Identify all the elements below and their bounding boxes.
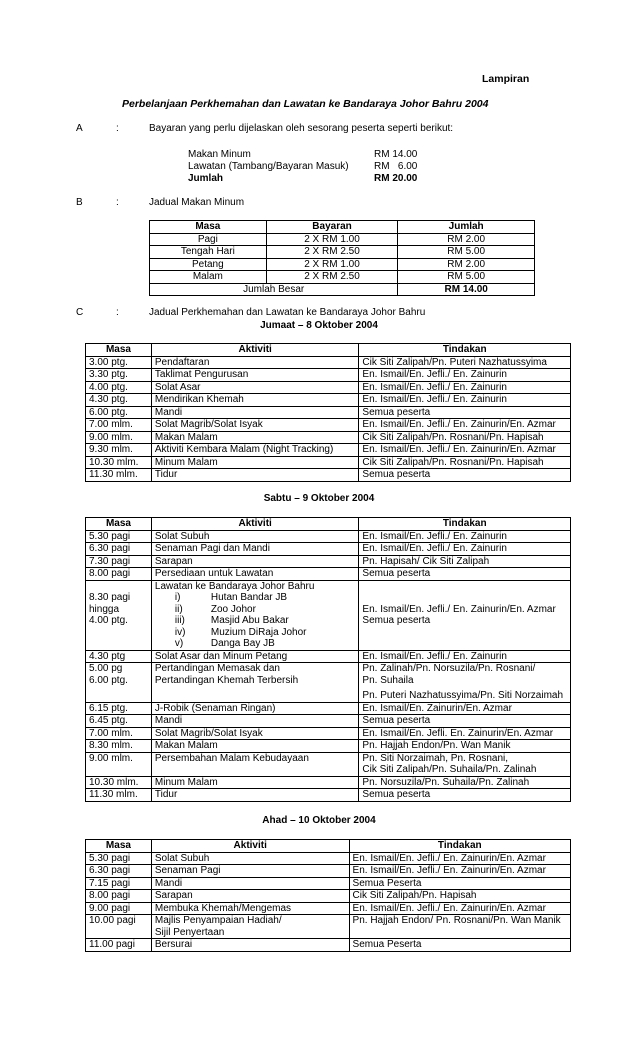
table-cell: En. Ismail/En. Jefli./ En. Zainurin/En. Azmar	[349, 902, 570, 915]
visit-place	[155, 638, 356, 650]
table-cell: Solat Magrib/Solat Isyak	[151, 419, 359, 432]
table-cell: 10.30 mlm.	[86, 456, 152, 469]
table-cell: Senaman Pagi dan Mandi	[151, 543, 359, 556]
visit-place-num: iv)	[174, 626, 186, 638]
table-cell: Tidur	[151, 789, 359, 802]
table-cell: Membuka Khemah/Mengemas	[151, 902, 349, 915]
table-cell: RM 5.00	[398, 246, 535, 259]
table-cell: 5.30 pagi	[86, 530, 152, 543]
table-row	[86, 394, 571, 407]
table-row	[86, 419, 571, 432]
table-cell: Taklimat Pengurusan	[151, 369, 359, 382]
table-cell: Semua peserta	[359, 406, 571, 419]
section-c-letter: C	[76, 307, 84, 318]
table-cell: 9.00 mlm.	[86, 752, 152, 776]
header-cell: Bayaran	[266, 221, 398, 234]
table-row-ceremony	[86, 915, 571, 939]
section-c-colon: :	[116, 307, 119, 318]
table-row	[150, 233, 535, 246]
competition-action: Pn. Zalinah/Pn. Norsuzila/Pn. Rosnani/	[362, 663, 536, 674]
table-cell: 11.00 pagi	[86, 939, 152, 952]
table-cell: Semua peserta	[359, 568, 571, 581]
header-cell: Masa	[86, 518, 152, 531]
table-cell: Aktiviti Kembara Malam (Night Tracking)	[151, 444, 359, 457]
table-cell: Minum Malam	[151, 776, 359, 789]
table-row-visit	[86, 580, 571, 650]
visit-action: En. Ismail/En. Jefli./ En. Zainurin/En. Azmar	[362, 603, 556, 615]
table-cell: Makan Malam	[151, 431, 359, 444]
table-cell: 6.45 ptg.	[86, 715, 152, 728]
table-cell: Solat Subuh	[151, 530, 359, 543]
table-cell	[359, 580, 571, 650]
table-cell: Solat Magrib/Solat Isyak	[151, 727, 359, 740]
table-cell: Makan Malam	[151, 740, 359, 753]
visit-place	[155, 615, 356, 627]
table-cell: 2 X RM 2.50	[266, 246, 398, 259]
header-cell: Tindakan	[349, 840, 570, 853]
table-cell: Cik Siti Zalipah/Pn. Hapisah	[349, 890, 570, 903]
table-cell: 7.30 pagi	[86, 555, 152, 568]
table-total-row	[150, 283, 535, 296]
culture-action: Pn. Siti Norzaimah, Pn. Rosnani,	[362, 752, 509, 764]
header-cell: Tindakan	[359, 344, 571, 357]
table-cell: Solat Asar dan Minum Petang	[151, 650, 359, 663]
table-cell: Persembahan Malam Kebudayaan	[151, 752, 359, 776]
day3-schedule-table	[85, 839, 571, 952]
table-cell: Mandi	[151, 877, 349, 890]
table-row	[86, 469, 571, 482]
table-cell: Pn. Hapisah/ Cik Siti Zalipah	[359, 555, 571, 568]
competition-activity: Pertandingan Khemah Terbersih	[154, 674, 299, 686]
table-row	[86, 381, 571, 394]
visit-place-num: v)	[174, 638, 184, 649]
table-cell: Persediaan untuk Lawatan	[151, 568, 359, 581]
visit-place-name: Masjid Abu Bakar	[210, 615, 289, 626]
table-cell: Sarapan	[151, 555, 359, 568]
visit-time: hingga	[89, 603, 120, 615]
meal-table	[149, 220, 535, 296]
table-cell: Mendirikan Khemah	[151, 394, 359, 407]
table-cell: 2 X RM 2.50	[266, 271, 398, 284]
table-header-row	[86, 840, 571, 853]
table-cell: Pendaftaran	[151, 356, 359, 369]
table-cell: En. Ismail/En. Jefli./ En. Zainurin/En. Azmar	[349, 865, 570, 878]
header-cell: Aktiviti	[151, 344, 359, 357]
payment-label: Makan Minum	[188, 149, 251, 160]
table-row	[86, 902, 571, 915]
table-cell: 9.00 pagi	[86, 902, 152, 915]
table-row	[86, 650, 571, 663]
table-cell: 3.30 ptg.	[86, 369, 152, 382]
competition-action: Pn. Suhaila	[362, 674, 414, 686]
table-row	[150, 258, 535, 271]
table-cell: En. Ismail/En. Jefli./ En. Zainurin/En. Azmar	[359, 444, 571, 457]
ceremony-activity: Sijil Penyertaan	[154, 926, 225, 938]
table-cell: J-Robik (Senaman Ringan)	[151, 702, 359, 715]
table-cell: 11.30 mlm.	[86, 469, 152, 482]
table-row	[86, 865, 571, 878]
table-cell: RM 2.00	[398, 233, 535, 246]
table-cell: Solat Subuh	[151, 852, 349, 865]
table-cell	[151, 915, 349, 939]
day1-title: Jumaat – 8 Oktober 2004	[260, 320, 378, 331]
table-row	[86, 877, 571, 890]
section-c-text: Jadual Perkhemahan dan Lawatan ke Bandaraya Johor Bahru	[149, 307, 426, 318]
table-cell: RM 2.00	[398, 258, 535, 271]
table-cell: 9.30 mlm.	[86, 444, 152, 457]
table-cell	[359, 663, 571, 703]
visit-action: Semua peserta	[362, 615, 431, 626]
table-cell: Bersurai	[151, 939, 349, 952]
visit-time: 4.00 ptg.	[89, 615, 128, 626]
table-cell: Pagi	[150, 233, 267, 246]
table-row	[86, 456, 571, 469]
visit-place	[155, 592, 356, 604]
section-b-text: Jadual Makan Minum	[149, 197, 245, 208]
header-cell: Tindakan	[359, 518, 571, 531]
header-cell: Masa	[150, 221, 267, 234]
competition-activity: Pertandingan Memasak dan	[154, 663, 280, 674]
payment-total-label: Jumlah	[188, 173, 224, 184]
table-cell: Semua Peserta	[349, 939, 570, 952]
table-cell: Senaman Pagi	[151, 865, 349, 878]
table-cell: 4.30 ptg.	[86, 394, 152, 407]
table-row	[86, 702, 571, 715]
table-cell: 8.30 mlm.	[86, 740, 152, 753]
table-row	[150, 271, 535, 284]
table-cell	[151, 663, 359, 703]
table-cell: Pn. Norsuzila/Pn. Suhaila/Pn. Zalinah	[359, 776, 571, 789]
table-cell: 4.30 ptg	[86, 650, 152, 663]
table-cell: 8.00 pagi	[86, 568, 152, 581]
table-cell	[86, 663, 152, 703]
table-cell: Mandi	[151, 406, 359, 419]
section-a-colon: :	[116, 123, 119, 134]
table-cell: En. Ismail/En. Jefli./ En. Zainurin/En. Azmar	[349, 852, 570, 865]
table-row-competition	[86, 663, 571, 703]
visit-place-name: Hutan Bandar JB	[210, 592, 288, 603]
competition-time: 6.00 ptg.	[89, 674, 128, 686]
table-cell: 5.30 pagi	[86, 852, 152, 865]
table-cell: Tidur	[151, 469, 359, 482]
section-a-letter: A	[76, 123, 83, 134]
table-row	[86, 555, 571, 568]
table-row	[86, 852, 571, 865]
table-cell: 9.00 mlm.	[86, 431, 152, 444]
competition-time: 5.00 pg	[89, 663, 123, 674]
table-cell	[359, 752, 571, 776]
table-row	[150, 246, 535, 259]
table-cell	[151, 580, 359, 650]
table-row	[86, 543, 571, 556]
header-cell: Aktiviti	[151, 840, 349, 853]
table-cell: Solat Asar	[151, 381, 359, 394]
section-b-letter: B	[76, 197, 83, 208]
visit-place-num: iii)	[174, 615, 185, 626]
table-cell: En. Ismail/En. Jefli./ En. Zainurin/En. Azmar	[359, 419, 571, 432]
table-cell: 11.30 mlm.	[86, 789, 152, 802]
table-cell: 10.00 pagi	[86, 915, 152, 939]
visit-heading: Lawatan ke Bandaraya Johor Bahru	[154, 580, 315, 592]
table-row	[86, 444, 571, 457]
table-row-culture	[86, 752, 571, 776]
day1-schedule-table	[85, 343, 571, 482]
table-cell: 7.00 mlm.	[86, 419, 152, 432]
table-cell: Tengah Hari	[150, 246, 267, 259]
visit-place	[155, 627, 356, 639]
visit-place	[155, 604, 356, 616]
table-cell: Semua peserta	[359, 789, 571, 802]
table-cell: Semua peserta	[359, 469, 571, 482]
visit-place-name: Zoo Johor	[210, 603, 256, 615]
table-cell: 2 X RM 1.00	[266, 233, 398, 246]
table-row	[86, 431, 571, 444]
table-cell: En. Ismail/En. Zainurin/En. Azmar	[359, 702, 571, 715]
table-cell: Cik Siti Zalipah/Pn. Puteri Nazhatussyima	[359, 356, 571, 369]
visit-time: 8.30 pagi	[89, 592, 131, 603]
payment-amount: RM 14.00	[374, 149, 418, 160]
header-cell: Masa	[86, 840, 152, 853]
table-cell: Minum Malam	[151, 456, 359, 469]
section-a-text: Bayaran yang perlu dijelaskan oleh sesorang peserta seperti berikut:	[149, 123, 454, 134]
table-cell: 4.00 ptg.	[86, 381, 152, 394]
table-row	[86, 727, 571, 740]
table-row	[86, 890, 571, 903]
table-cell: En. Ismail/En. Jefli./ En. Zainurin	[359, 543, 571, 556]
visit-place-name: Muzium DiRaja Johor	[210, 626, 307, 638]
table-cell: En. Ismail/En. Jefli./ En. Zainurin	[359, 530, 571, 543]
table-cell: 6.00 ptg.	[86, 406, 152, 419]
table-cell: 6.30 pagi	[86, 543, 152, 556]
visit-place-num: i)	[174, 592, 181, 603]
table-cell: 7.00 mlm.	[86, 727, 152, 740]
table-cell: En. Ismail/En. Jefli./ En. Zainurin	[359, 650, 571, 663]
table-cell: 7.15 pagi	[86, 877, 152, 890]
table-cell: En. Ismail/En. Jefli. En. Zainurin/En. Azmar	[359, 727, 571, 740]
ceremony-activity: Majlis Penyampaian Hadiah/	[154, 915, 282, 926]
header-cell: Jumlah	[398, 221, 535, 234]
visit-place-name: Danga Bay JB	[210, 638, 275, 649]
table-row	[86, 789, 571, 802]
table-cell: Malam	[150, 271, 267, 284]
header-cell: Masa	[86, 344, 152, 357]
table-row	[86, 568, 571, 581]
table-cell: En. Ismail/En. Jefli./ En. Zainurin	[359, 369, 571, 382]
table-cell: Semua peserta	[359, 715, 571, 728]
table-cell	[86, 580, 152, 650]
table-cell: Semua Peserta	[349, 877, 570, 890]
table-row	[86, 776, 571, 789]
total-label: Jumlah Besar	[150, 283, 398, 296]
table-cell: RM 5.00	[398, 271, 535, 284]
table-cell: 6.30 pagi	[86, 865, 152, 878]
table-cell: 3.00 ptg.	[86, 356, 152, 369]
table-row	[86, 715, 571, 728]
day2-schedule-table	[85, 517, 571, 802]
table-cell: Pn. Hajjah Endon/ Pn. Rosnani/Pn. Wan Manik	[349, 915, 570, 939]
lampiran-label: Lampiran	[482, 73, 530, 85]
table-header-row	[150, 221, 535, 234]
table-row	[86, 740, 571, 753]
table-cell: Sarapan	[151, 890, 349, 903]
table-row	[86, 406, 571, 419]
table-cell: Pn. Hajjah Endon/Pn. Wan Manik	[359, 740, 571, 753]
total-value: RM 14.00	[398, 283, 535, 296]
table-cell: 8.00 pagi	[86, 890, 152, 903]
page-title: Perbelanjaan Perkhemahan dan Lawatan ke Bandaraya Johor Bahru 2004	[122, 98, 489, 110]
table-header-row	[86, 344, 571, 357]
table-row	[86, 369, 571, 382]
table-cell: 2 X RM 1.00	[266, 258, 398, 271]
payment-label: Lawatan (Tambang/Bayaran Masuk)	[188, 161, 349, 172]
visit-place-num: ii)	[174, 603, 183, 615]
payment-amount: RM 6.00	[374, 161, 418, 172]
table-cell: En. Ismail/En. Jefli./ En. Zainurin	[359, 381, 571, 394]
table-cell: Mandi	[151, 715, 359, 728]
table-cell: 10.30 mlm.	[86, 776, 152, 789]
day2-title: Sabtu – 9 Oktober 2004	[263, 493, 375, 504]
day3-title: Ahad – 10 Oktober 2004	[262, 815, 376, 826]
table-header-row	[86, 518, 571, 531]
table-row	[86, 530, 571, 543]
table-cell: Cik Siti Zalipah/Pn. Rosnani/Pn. Hapisah	[359, 456, 571, 469]
table-cell: Petang	[150, 258, 267, 271]
payment-total-amount: RM 20.00	[374, 173, 418, 184]
table-cell: En. Ismail/En. Jefli./ En. Zainurin	[359, 394, 571, 407]
culture-action: Cik Siti Zalipah/Pn. Suhaila/Pn. Zalinah	[362, 764, 537, 775]
competition-action: Pn. Puteri Nazhatussyima/Pn. Siti Norzaimah	[362, 690, 564, 701]
table-cell: Cik Siti Zalipah/Pn. Rosnani/Pn. Hapisah	[359, 431, 571, 444]
header-cell: Aktiviti	[151, 518, 359, 531]
table-row	[86, 356, 571, 369]
table-row	[86, 939, 571, 952]
table-cell: 6.15 ptg.	[86, 702, 152, 715]
section-b-colon: :	[116, 197, 119, 208]
